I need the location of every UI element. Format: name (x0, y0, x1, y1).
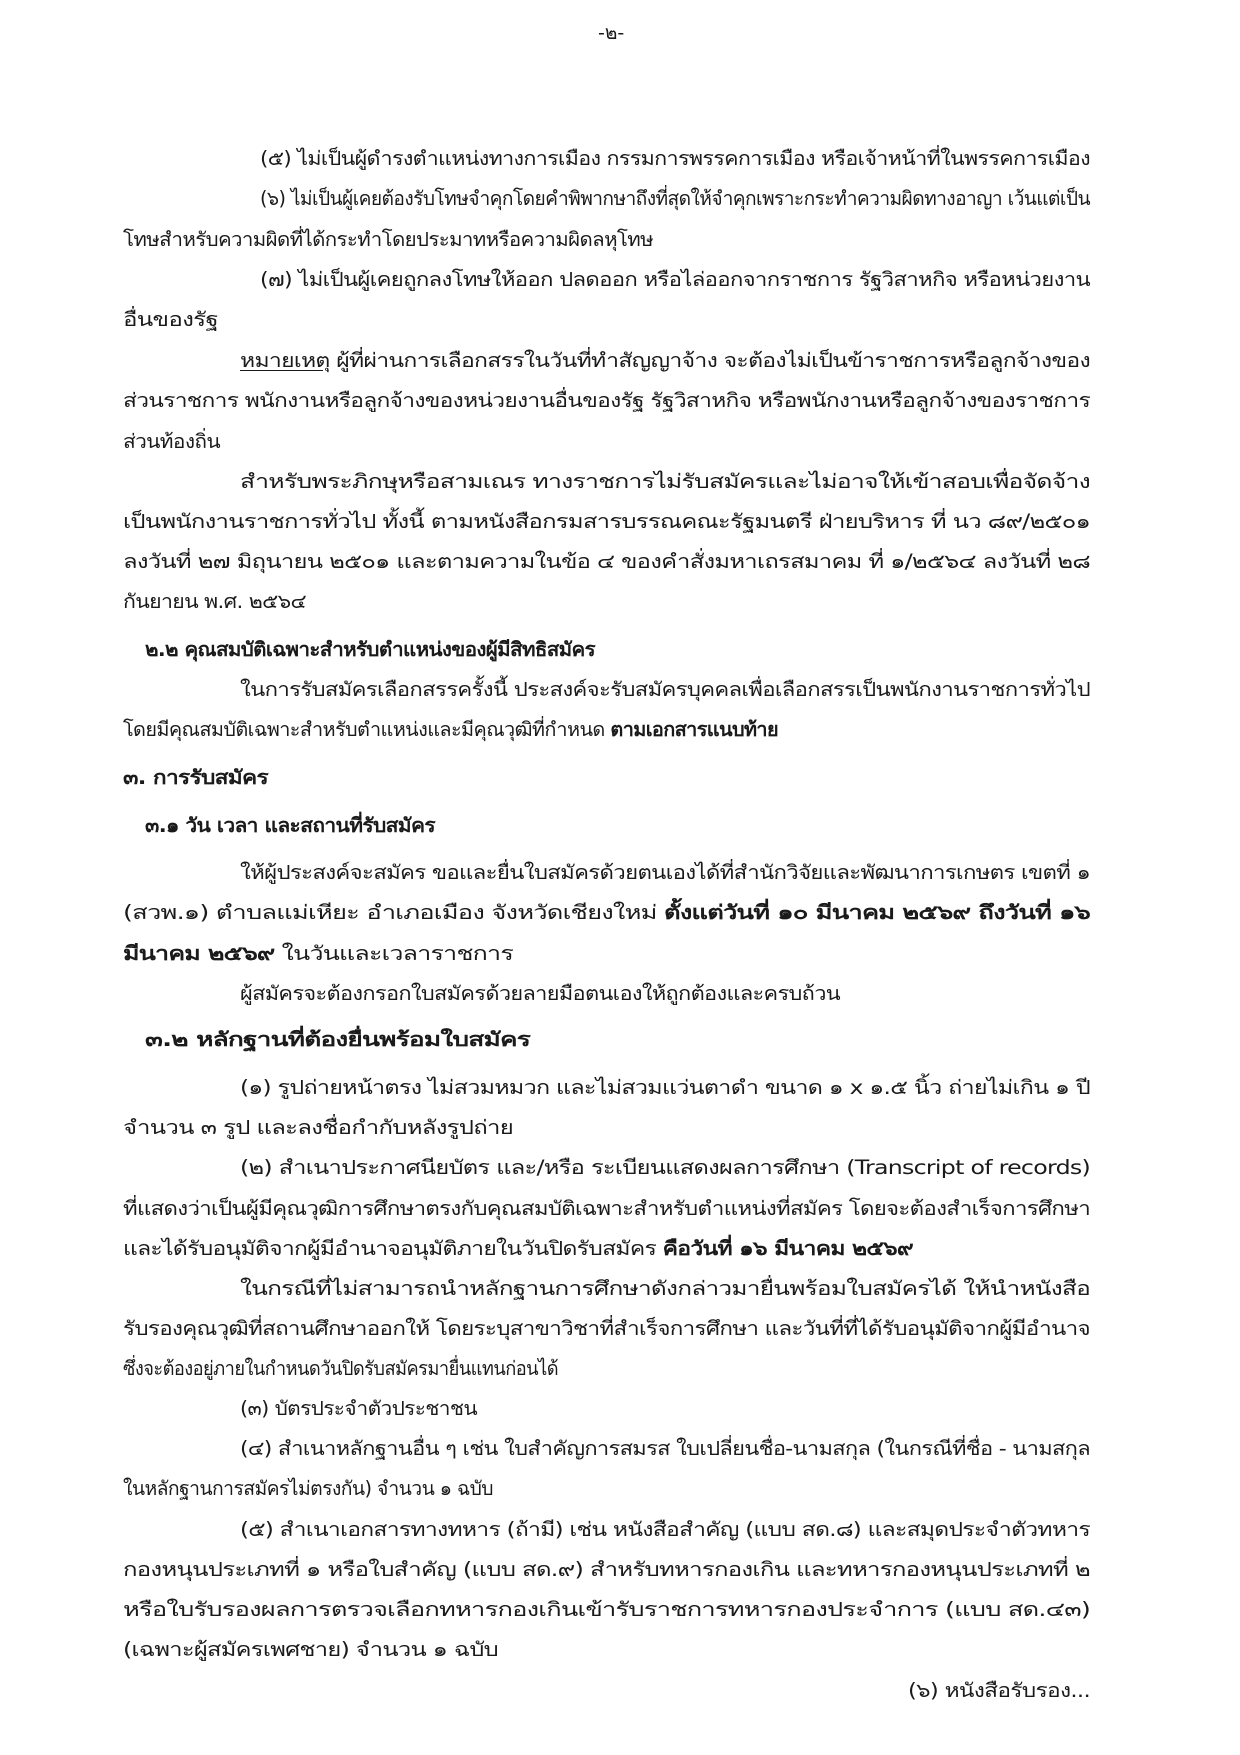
paragraph-line (123, 305, 218, 335)
text-segment: อื่นของรัฐ (123, 308, 218, 331)
text-segment: (๗) ไม่เป็นผู้เคยถูกลงโทษให้ออก ปลดออก หรือไล่ออกจากราชการ รัฐวิสาหกิจ หรือหน่วยงาน (260, 268, 1090, 291)
section-heading (123, 763, 268, 793)
paragraph-line (240, 1434, 1090, 1464)
text-segment: เป็นพนักงานราชการทั่วไป ทั้งนี้ ตามหนังสือกรมสารบรรณคณะรัฐมนตรี ฝ่ายบริหาร ที่ นว ๘๙/๒๕๐๑ (123, 510, 1090, 533)
paragraph-line (123, 898, 1090, 928)
text-segment: โทษสำหรับความผิดที่ได้กระทำโดยประมาทหรือความผิดลหุโทษ (123, 228, 653, 251)
paragraph-line (240, 467, 1090, 497)
paragraph-line (123, 427, 220, 457)
text-segment: ๓.๒ หลักฐานที่ต้องยื่นพร้อมใบสมัคร (145, 1028, 530, 1051)
text-segment: ส่วนท้องถิ่น (123, 430, 220, 453)
text-segment: (๕) ไม่เป็นผู้ดำรงตำแหน่งทางการเมือง กรรมการพรรคการเมือง หรือเจ้าหน้าที่ในพรรคการเมือง (260, 147, 1090, 170)
paragraph-line (123, 507, 1090, 537)
text-segment: หรือใบรับรองผลการตรวจเลือกทหารกองเกินเข้ารับราชการทหารกองประจำการ (แบบ สด.๔๓) (123, 1598, 1090, 1621)
page-number: -๒- (598, 22, 625, 44)
paragraph-line (240, 1394, 477, 1424)
paragraph-line (240, 1515, 1090, 1545)
paragraph-line (123, 939, 513, 969)
paragraph-line (123, 547, 1090, 577)
paragraph-line (123, 1635, 498, 1665)
text-segment: (๖) ไม่เป็นผู้เคยต้องรับโทษจำคุกโดยคำพิพากษาถึงที่สุดให้จำคุกเพราะกระทำความผิดทางอาญา เว้นแต่เป็น (260, 187, 1090, 210)
text-segment: กองหนุนประเภทที่ ๑ หรือใบสำคัญ (แบบ สด.๙) สำหรับทหารกองเกิน และทหารกองหนุนประเภทที่ ๒ (123, 1558, 1090, 1581)
paragraph-line (240, 858, 1090, 888)
text-segment: ในกรณีที่ไม่สามารถนำหลักฐานการศึกษาดังกล่าวมายื่นพร้อมใบสมัครได้ ให้นำหนังสือ (240, 1277, 1090, 1300)
paragraph-line (123, 1314, 1090, 1344)
text-segment: สำหรับพระภิกษุหรือสามเณร ทางราชการไม่รับสมัครและไม่อาจให้เข้าสอบเพื่อจัดจ้าง (240, 470, 1090, 493)
text-segment: (๖) หนังสือรับรอง... (908, 1679, 1090, 1702)
text-segment: (๔) สำเนาหลักฐานอื่น ๆ เช่น ใบสำคัญการสมรส ใบเปลี่ยนชื่อ-นามสกุล (ในกรณีที่ชื่อ - นามสกุล (240, 1437, 1090, 1460)
text-segment: (สวพ.๑) ตำบลแม่เหียะ อำเภอเมือง จังหวัดเชียงใหม่ (123, 901, 665, 924)
text-segment: ในหลักฐานการสมัครไม่ตรงกัน) จำนวน ๑ ฉบับ (123, 1477, 493, 1500)
paragraph-line (123, 587, 306, 617)
text-segment: ส่วนราชการ พนักงานหรือลูกจ้างของหน่วยงานอื่นของรัฐ รัฐวิสาหกิจ หรือพนักงานหรือลูกจ้างของราชการ (123, 389, 1090, 412)
emphasis-text: ตั้งแต่วันที่ ๑๐ มีนาคม ๒๕๖๙ ถึงวันที่ ๑๖ (664, 901, 1090, 924)
paragraph-line (240, 346, 1090, 376)
section-heading (145, 635, 595, 665)
text-segment: กันยายน พ.ศ. ๒๕๖๔ (123, 590, 306, 613)
paragraph-line (240, 675, 1090, 705)
text-segment: (๓) บัตรประจำตัวประชาชน (240, 1397, 477, 1420)
emphasis-text: คือวันที่ ๑๖ มีนาคม ๒๕๖๙ (662, 1237, 913, 1260)
text-segment: ๒.๒ คุณสมบัติเฉพาะสำหรับตำแหน่งของผู้มีสิทธิสมัคร (145, 638, 595, 661)
text-segment: (๑) รูปถ่ายหน้าตรง ไม่สวมหมวก และไม่สวมแว่นตาดำ ขนาด ๑ x ๑.๕ นิ้ว ถ่ายไม่เกิน ๑ ปี (240, 1076, 1090, 1099)
text-segment: ในการรับสมัครเลือกสรรครั้งนี้ ประสงค์จะรับสมัครบุคคลเพื่อเลือกสรรเป็นพนักงานราชการทั่วไป (240, 678, 1090, 701)
paragraph-line (123, 386, 1090, 416)
text-segment: (๕) สำเนาเอกสารทางทหาร (ถ้ามี) เช่น หนังสือสำคัญ (แบบ สด.๘) และสมุดประจำตัวทหาร (240, 1518, 1090, 1541)
paragraph-line (240, 979, 840, 1009)
text-segment: ที่แสดงว่าเป็นผู้มีคุณวุฒิการศึกษาตรงกับคุณสมบัติเฉพาะสำหรับตำแหน่งที่สมัคร โดยจะต้องสำเร็จการศึกษา (123, 1197, 1090, 1220)
paragraph-line (123, 715, 778, 745)
emphasis-text: ตามเอกสารแนบท้าย (610, 718, 778, 741)
text-segment: ผู้สมัครจะต้องกรอกใบสมัครด้วยลายมือตนเองให้ถูกต้องและครบถ้วน (240, 982, 840, 1005)
paragraph-line (240, 1153, 1090, 1183)
text-segment: ให้ผู้ประสงค์จะสมัคร ขอและยื่นใบสมัครด้วยตนเองได้ที่สำนักวิจัยและพัฒนาการเกษตร เขตที่ ๑ (240, 861, 1090, 884)
paragraph-line (908, 1676, 1090, 1706)
paragraph-line (123, 1234, 913, 1264)
section-heading (145, 811, 435, 841)
text-segment: ๓. การรับสมัคร (123, 766, 268, 789)
text-segment: ในวันและเวลาราชการ (274, 942, 513, 965)
paragraph-line (123, 1113, 513, 1143)
paragraph-line (260, 265, 1090, 295)
paragraph-line (260, 144, 1090, 174)
text-segment: รับรองคุณวุฒิที่สถานศึกษาออกให้ โดยระบุสาขาวิชาที่สำเร็จการศึกษา และวันที่ที่ได้รับอนุมัติจากผู้มีอำนาจ (123, 1317, 1090, 1340)
text-segment: จำนวน ๓ รูป และลงชื่อกำกับหลังรูปถ่าย (123, 1116, 513, 1139)
paragraph-line (123, 1474, 493, 1504)
section-heading (145, 1025, 530, 1055)
paragraph-line (240, 1073, 1090, 1103)
text-segment: โดยมีคุณสมบัติเฉพาะสำหรับตำแหน่งและมีคุณวุฒิที่กำหนด (123, 718, 611, 741)
paragraph-line (123, 1595, 1090, 1625)
text-segment: และได้รับอนุมัติจากผู้มีอำนาจอนุมัติภายในวันปิดรับสมัคร (123, 1237, 663, 1260)
paragraph-line (123, 1194, 1090, 1224)
paragraph-line (123, 1354, 558, 1384)
paragraph-line (260, 184, 1090, 214)
text-segment: ซึ่งจะต้องอยู่ภายในกำหนดวันปิดรับสมัครมายื่นแทนก่อนได้ (123, 1357, 558, 1380)
emphasis-text: มีนาคม ๒๕๖๙ (123, 942, 275, 965)
text-segment: (๒) สำเนาประกาศนียบัตร และ/หรือ ระเบียนแสดงผลการศึกษา (Transcript of records) (240, 1156, 1090, 1179)
paragraph-line (240, 1274, 1090, 1304)
text-segment: (เฉพาะผู้สมัครเพศชาย) จำนวน ๑ ฉบับ (123, 1638, 498, 1661)
text-segment: ลงวันที่ ๒๗ มิถุนายน ๒๕๐๑ และตามความในข้อ ๔ ของคำสั่งมหาเถรสมาคม ที่ ๑/๒๕๖๔ ลงวันที่ ๒๘ (123, 550, 1090, 573)
text-segment: ผู้ที่ผ่านการเลือกสรรในวันที่ทำสัญญาจ้าง จะต้องไม่เป็นข้าราชการหรือลูกจ้างของ (329, 349, 1090, 372)
text-segment: ๓.๑ วัน เวลา และสถานที่รับสมัคร (145, 814, 435, 837)
note-label: หมายเหตุ (240, 349, 330, 372)
paragraph-line (123, 1555, 1090, 1585)
paragraph-line (123, 225, 653, 255)
